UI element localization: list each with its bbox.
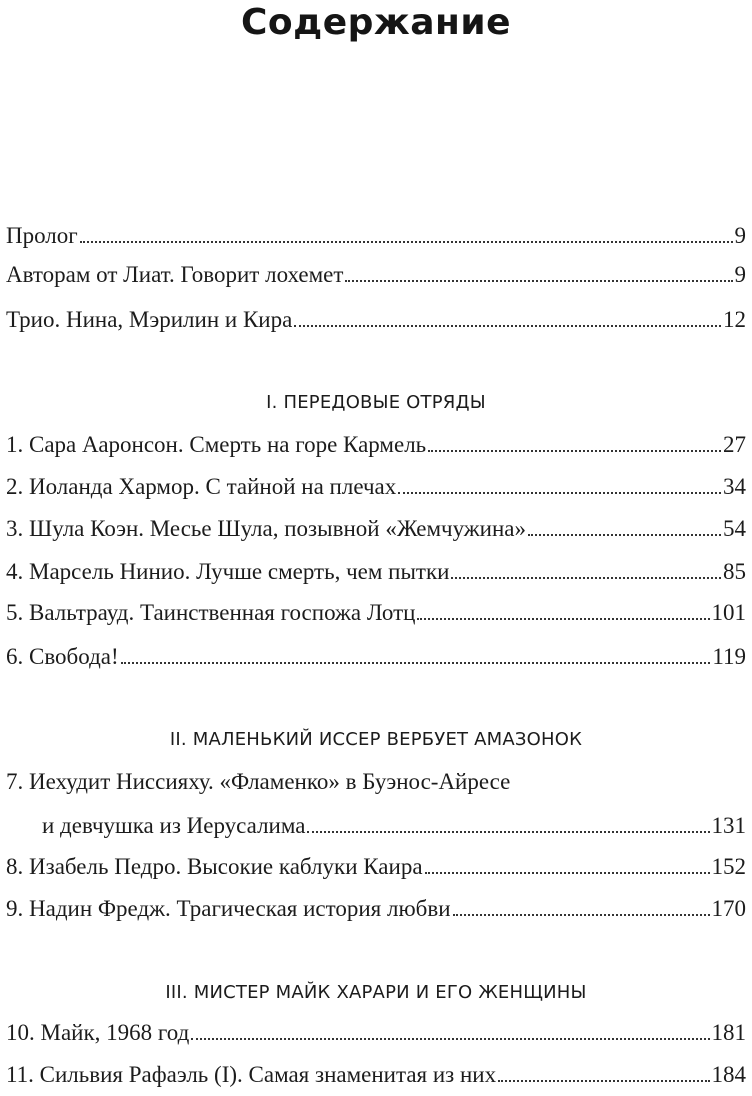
entry-page: 119 <box>712 644 746 669</box>
toc-entry-first-line: 7. Иехудит Ниссияху. «Фламенко» в Буэнос-Айресе <box>6 769 511 794</box>
leader-dots <box>498 1080 709 1082</box>
entry-title: Пролог <box>6 223 78 248</box>
entry-page: 131 <box>711 813 746 838</box>
entry-title: 10. Майк, 1968 год <box>6 1020 190 1045</box>
leader-dots <box>428 450 721 452</box>
entry-page: 152 <box>711 854 746 879</box>
entry-title: 4. Марсель Нинио. Лучше смерть, чем пытки <box>6 559 450 584</box>
leader-dots <box>294 325 721 327</box>
toc-entry-authors <box>6 260 746 290</box>
leader-dots <box>417 618 709 620</box>
section-heading-1: I. ПЕРЕДОВЫЕ ОТРЯДЫ <box>266 392 486 413</box>
entry-page: 85 <box>723 559 746 584</box>
toc-entry <box>6 430 746 460</box>
entry-page: 27 <box>723 432 746 457</box>
leader-dots <box>425 872 710 874</box>
toc-entry <box>6 642 746 672</box>
entry-title: 9. Надин Фредж. Трагическая история любви <box>6 896 451 921</box>
entry-title: Трио. Нина, Мэрилин и Кира <box>6 307 293 332</box>
leader-dots <box>451 577 721 579</box>
toc-entry <box>6 472 746 502</box>
entry-title: 8. Изабель Педро. Высокие каблуки Каира <box>6 854 423 879</box>
toc-entry <box>6 514 746 544</box>
section-heading-2: II. МАЛЕНЬКИЙ ИССЕР ВЕРБУЕТ АМАЗОНОК <box>169 729 583 750</box>
leader-dots <box>307 831 709 833</box>
entry-page: 9 <box>734 262 746 287</box>
entry-page: 184 <box>711 1062 746 1087</box>
leader-dots <box>80 241 733 243</box>
leader-dots <box>121 662 711 664</box>
toc-entry <box>42 811 746 841</box>
entry-page: 170 <box>711 896 746 921</box>
page-title: Содержание <box>240 2 512 43</box>
toc-entry-prologue <box>6 221 746 251</box>
entry-title: и девчушка из Иерусалима <box>42 813 306 838</box>
toc-entry <box>6 894 746 924</box>
leader-dots <box>453 914 710 916</box>
toc-entry <box>6 557 746 587</box>
entry-title: 6. Свобода! <box>6 644 119 669</box>
entry-title: 2. Иоланда Хармор. С тайной на плечах <box>6 474 397 499</box>
entry-title: Авторам от Лиат. Говорит лохемет <box>6 262 344 287</box>
toc-entry <box>6 1060 746 1090</box>
entry-page: 101 <box>711 600 746 625</box>
toc-entry-trio <box>6 305 746 335</box>
leader-dots <box>398 492 721 494</box>
section-heading-3: III. МИСТЕР МАЙК ХАРАРИ И ЕГО ЖЕНЩИНЫ <box>165 982 587 1003</box>
toc-entry <box>6 1018 746 1048</box>
entry-title: 11. Сильвия Рафаэль (I). Самая знаменитая из них <box>6 1062 497 1087</box>
toc-entry <box>6 598 746 628</box>
entry-page: 181 <box>711 1020 746 1045</box>
entry-page: 9 <box>734 223 746 248</box>
entry-page: 34 <box>723 474 746 499</box>
entry-page: 12 <box>723 307 746 332</box>
entry-title: 3. Шула Коэн. Месье Шула, позывной «Жемчужина» <box>6 516 527 541</box>
leader-dots <box>345 280 732 282</box>
leader-dots <box>528 534 721 536</box>
toc-entry <box>6 852 746 882</box>
entry-page: 54 <box>723 516 746 541</box>
leader-dots <box>191 1038 709 1040</box>
entry-title: 5. Вальтрауд. Таинственная госпожа Лотц <box>6 600 416 625</box>
entry-title: 1. Сара Ааронсон. Смерть на горе Кармель <box>6 432 427 457</box>
